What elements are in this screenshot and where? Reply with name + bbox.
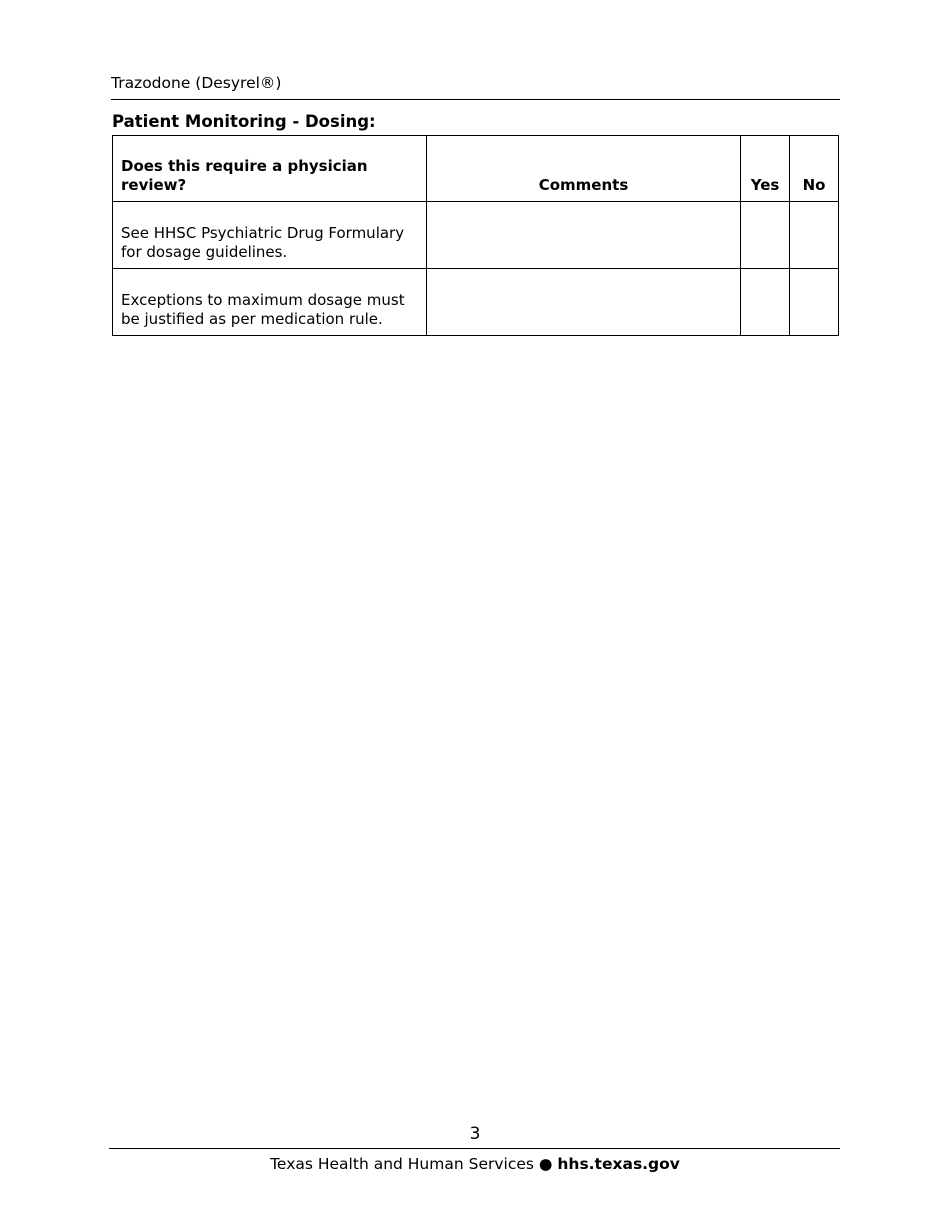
no-cell[interactable]: [790, 269, 839, 336]
column-header-no: No: [790, 136, 839, 202]
no-cell[interactable]: [790, 202, 839, 269]
column-header-question: Does this require a physician review?: [113, 136, 427, 202]
header-divider: [111, 99, 840, 100]
section-title: Patient Monitoring - Dosing:: [112, 112, 376, 131]
column-header-yes: Yes: [741, 136, 790, 202]
yes-cell[interactable]: [741, 202, 790, 269]
question-cell: Exceptions to maximum dosage must be justified as per medication rule.: [113, 269, 427, 336]
comments-cell[interactable]: [427, 269, 741, 336]
page-header-title: Trazodone (Desyrel®): [111, 74, 282, 92]
footer-organization: Texas Health and Human Services: [270, 1155, 534, 1173]
page-number: 3: [469, 1124, 481, 1144]
page-footer: [0, 1155, 950, 1173]
yes-cell[interactable]: [741, 269, 790, 336]
monitoring-table: [112, 135, 839, 336]
table-row: [113, 269, 839, 336]
table-row: [113, 202, 839, 269]
footer-website: hhs.texas.gov: [557, 1155, 680, 1173]
column-header-comments: Comments: [427, 136, 741, 202]
table-header-row: [113, 136, 839, 202]
comments-cell[interactable]: [427, 202, 741, 269]
question-cell: See HHSC Psychiatric Drug Formulary for dosage guidelines.: [113, 202, 427, 269]
footer-divider: [109, 1148, 840, 1149]
footer-bullet-separator: ●: [538, 1155, 553, 1173]
